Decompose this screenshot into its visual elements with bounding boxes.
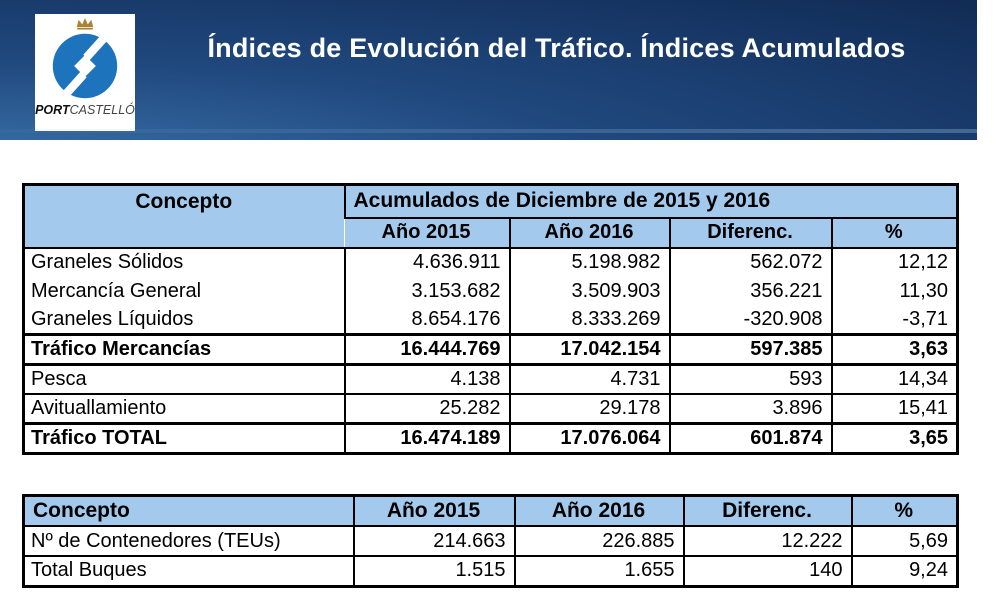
row-diff: 356.221 [670,277,832,306]
table-row-trafico-mercancias-total [24,335,958,365]
row-diff: 140 [684,556,852,586]
row-pct: 11,30 [832,277,958,306]
row-y2015: 16.444.769 [345,335,510,365]
row-pct: -3,71 [832,306,958,335]
table-row [24,306,958,335]
row-pct: 12,12 [832,248,958,277]
row-concept: Avituallamiento [24,394,345,424]
row-y2016: 17.076.064 [510,424,670,454]
row-y2015: 214.663 [354,526,515,556]
row-diff: 3.896 [670,394,832,424]
row-pct: 3,63 [832,335,958,365]
row-concept: Nº de Contenedores (TEUs) [31,529,281,552]
column-header-diferencia: Diferenc. [684,496,852,527]
row-concept: Graneles Sólidos [31,251,184,273]
row-concept: Total Buques [24,556,354,586]
logo-wordmark-bold: PORT [35,103,70,117]
column-header-percent: % [832,218,958,248]
crown-icon [74,17,96,30]
table-row [24,277,958,306]
row-y2015: 1.515 [354,556,515,586]
row-concept: Graneles Líquidos [31,307,194,330]
row-y2015: 16.474.189 [345,424,510,454]
row-diff: -320.908 [670,306,832,335]
traffic-table-header-group-row [24,185,958,218]
row-y2016: 5.198.982 [510,248,670,277]
traffic-table [22,183,959,455]
logo-wordmark-regular: CASTELLÓ [69,103,135,117]
row-diff: 593 [670,365,832,395]
row-pct: 15,41 [832,394,958,424]
row-y2016: 226.885 [515,526,684,556]
row-pct: 5,69 [852,526,958,556]
table-row-trafico-total [24,424,958,454]
table-row [24,365,958,395]
row-diff: 12.222 [684,526,852,556]
column-header-ano-2015: Año 2015 [345,218,510,248]
row-y2016: 29.178 [510,394,670,424]
column-header-diferencia: Diferenc. [670,218,832,248]
row-y2015: 25.282 [345,394,510,424]
table-row-contenedores [24,526,958,556]
summary-table-header-row [24,496,958,527]
header-banner [0,0,977,140]
portcastello-logo [35,14,135,131]
row-concept: Tráfico TOTAL [24,424,345,454]
row-y2016: 4.731 [510,365,670,395]
row-concept: Pesca [24,365,345,395]
row-diff: 597.385 [670,335,832,365]
row-concept: Tráfico Mercancías [24,335,345,365]
row-y2016: 3.509.903 [510,277,670,306]
table-row-total-buques [24,556,958,586]
row-y2016: 17.042.154 [510,335,670,365]
row-diff: 601.874 [670,424,832,454]
column-header-percent: % [852,496,958,527]
row-y2015: 3.153.682 [345,277,510,306]
table-row [24,394,958,424]
row-pct: 9,24 [852,556,958,586]
row-pct: 3,65 [832,424,958,454]
row-y2015: 4.636.911 [345,248,510,277]
page-title: Índices de Evolución del Tráfico. Índices Acumulados [207,33,906,63]
column-header-ano-2016: Año 2016 [510,218,670,248]
port-emblem-icon [50,31,120,101]
column-header-ano-2015: Año 2015 [354,496,515,527]
row-diff: 562.072 [670,248,832,277]
traffic-table-group-header: Acumulados de Diciembre de 2015 y 2016 [345,185,958,218]
row-y2016: 1.655 [515,556,684,586]
summary-table [22,494,959,588]
table-row [24,248,958,277]
column-header-ano-2016: Año 2016 [515,496,684,527]
traffic-table-concept-header: Concepto [24,185,345,248]
row-y2015: 4.138 [345,365,510,395]
row-y2015: 8.654.176 [345,306,510,335]
row-pct: 14,34 [832,365,958,395]
row-concept: Mercancía General [31,279,202,302]
row-y2016: 8.333.269 [510,306,670,335]
logo-wordmark [35,104,135,117]
summary-concept-header: Concepto [24,496,354,527]
